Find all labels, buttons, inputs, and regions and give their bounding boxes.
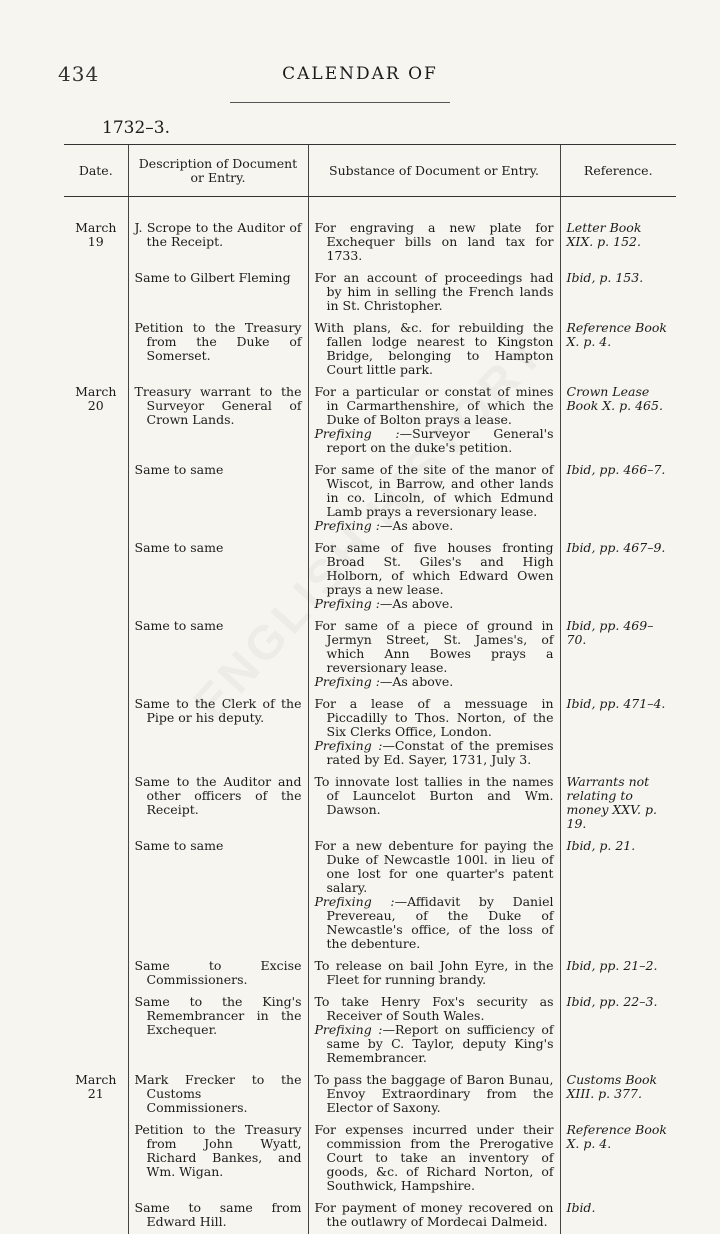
entry-substance-text: For a particular or constat of mines in Carmarthenshire, of which the Duke of Bolton prays a lease. — [315, 385, 554, 427]
entry-description — [128, 1070, 308, 1120]
entry-reference: Ibid, pp. 467–9. — [560, 538, 676, 616]
entry-substance — [308, 460, 560, 538]
entry-date — [64, 836, 128, 956]
entry-date — [64, 992, 128, 1070]
table-row — [64, 538, 676, 616]
entry-reference: Crown Lease Book X. p. 465. — [560, 382, 676, 460]
entry-reference: Ibid, pp. 471–4. — [560, 694, 676, 772]
entry-description-text: Same to same — [135, 463, 302, 477]
entry-description-text: Same to same — [135, 839, 302, 853]
table-row — [64, 197, 676, 269]
entry-substance — [308, 1070, 560, 1120]
entry-substance — [308, 616, 560, 694]
entry-substance-text: For same of the site of the manor of Wiscot, in Barrow, and other lands in co. Lincoln, of which Edmund Lamb prays a reversionary lease. — [315, 463, 554, 519]
entry-substance — [308, 318, 560, 382]
entry-description — [128, 382, 308, 460]
entry-prefixing-note — [315, 675, 554, 689]
entry-reference: Ibid, pp. 21–2. — [560, 956, 676, 992]
entry-description-text: Same to Excise Commissioners. — [135, 959, 302, 987]
entry-description — [128, 197, 308, 269]
entry-description — [128, 1198, 308, 1234]
prefixing-label: Prefixing : — [315, 518, 380, 533]
substance-column-header: Substance of Document or Entry. — [308, 145, 560, 197]
entry-substance-text: For payment of money recovered on the outlawry of Mordecai Dalmeid. — [315, 1201, 554, 1229]
entry-date — [64, 616, 128, 694]
entry-reference: Warrants not relating to money XXV. p. 19. — [560, 772, 676, 836]
entry-substance-text: For expenses incurred under their commission from the Prerogative Court to take an inventory of goods, &c. of Richard Norton, of Southwick, Hampshire. — [315, 1123, 554, 1193]
running-title: CALENDAR OF — [0, 64, 720, 84]
entry-reference: Customs Book XIII. p. 377. — [560, 1070, 676, 1120]
entry-description — [128, 1120, 308, 1198]
table-row — [64, 836, 676, 956]
entry-description-text: Same to same — [135, 541, 302, 555]
entry-date — [64, 460, 128, 538]
entry-description — [128, 836, 308, 956]
entry-date — [64, 772, 128, 836]
prefixing-text: —Affidavit by Daniel Prevereau, of the Duke of Newcastle's office, of the loss of the debenture. — [327, 894, 554, 951]
entry-description — [128, 460, 308, 538]
entry-reference: Reference Book X. p. 4. — [560, 318, 676, 382]
page-number: 434 — [58, 62, 99, 86]
entry-reference: Ibid, p. 153. — [560, 268, 676, 318]
entry-substance-text: To innovate lost tallies in the names of Launcelot Burton and Wm. Dawson. — [315, 775, 554, 817]
entry-description-text: Mark Frecker to the Customs Commissioners. — [135, 1073, 302, 1115]
entry-reference: Ibid, pp. 466–7. — [560, 460, 676, 538]
entry-description-text: Treasury warrant to the Surveyor General of Crown Lands. — [135, 385, 302, 427]
table-body — [64, 197, 676, 1234]
prefixing-label: Prefixing : — [315, 674, 380, 689]
header-rule — [230, 102, 450, 103]
table-header-row — [64, 145, 676, 197]
entry-substance — [308, 772, 560, 836]
prefixing-label: Prefixing : — [315, 596, 380, 611]
entry-substance-text: With plans, &c. for rebuilding the fallen lodge nearest to Kingston Bridge, belonging to Hampton Court little park. — [315, 321, 554, 377]
entry-prefixing-note — [315, 739, 554, 767]
entry-prefixing-note — [315, 1023, 554, 1065]
description-column-header: Description of Document or Entry. — [128, 145, 308, 197]
entry-substance — [308, 1198, 560, 1234]
prefixing-text: —As above. — [380, 674, 453, 689]
entry-description — [128, 616, 308, 694]
entry-reference: Ibid. — [560, 1198, 676, 1234]
entry-date — [64, 1120, 128, 1198]
table-row — [64, 268, 676, 318]
entry-substance-text: For a lease of a messuage in Piccadilly to Thos. Norton, of the Six Clerks Office, London. — [315, 697, 554, 739]
entry-description — [128, 772, 308, 836]
year-heading: 1732–3. — [102, 118, 170, 138]
entry-substance — [308, 836, 560, 956]
entry-substance-text: To take Henry Fox's security as Receiver of South Wales. — [315, 995, 554, 1023]
date-column-header: Date. — [64, 145, 128, 197]
prefixing-text: —Constat of the premises rated by Ed. Sayer, 1731, July 3. — [327, 738, 554, 767]
table-row — [64, 694, 676, 772]
entry-prefixing-note — [315, 895, 554, 951]
entry-date — [64, 318, 128, 382]
entry-prefixing-note — [315, 519, 554, 533]
prefixing-text: —Report on sufficiency of same by C. Taylor, deputy King's Remembrancer. — [327, 1022, 554, 1065]
table-row — [64, 1120, 676, 1198]
entry-substance — [308, 956, 560, 992]
entry-date: March 21 — [64, 1070, 128, 1120]
entry-date — [64, 538, 128, 616]
entry-substance-text: For an account of proceedings had by him in selling the French lands in St. Christopher. — [315, 271, 554, 313]
entry-substance-text: For a new debenture for paying the Duke of Newcastle 100l. in lieu of one lost for one quarter's patent salary. — [315, 839, 554, 895]
table-row — [64, 318, 676, 382]
table-row — [64, 772, 676, 836]
entry-date — [64, 956, 128, 992]
table-row — [64, 382, 676, 460]
prefixing-label: Prefixing : — [315, 426, 400, 441]
entry-date — [64, 1198, 128, 1234]
entry-reference: Ibid, p. 21. — [560, 836, 676, 956]
entry-description-text: Petition to the Treasury from John Wyatt, Richard Bankes, and Wm. Wigan. — [135, 1123, 302, 1179]
entry-substance — [308, 538, 560, 616]
entry-description-text: Same to the King's Remembrancer in the Exchequer. — [135, 995, 302, 1037]
entry-substance — [308, 197, 560, 269]
entry-substance-text: To pass the baggage of Baron Bunau, Envoy Extraordinary from the Elector of Saxony. — [315, 1073, 554, 1115]
prefixing-label: Prefixing : — [315, 1022, 383, 1037]
entry-date — [64, 694, 128, 772]
prefixing-text: —Surveyor General's report on the duke's petition. — [327, 426, 554, 455]
entry-description-text: Same to same from Edward Hill. — [135, 1201, 302, 1229]
table-row — [64, 616, 676, 694]
entry-substance — [308, 382, 560, 460]
entry-description-text: Same to the Auditor and other officers of the Receipt. — [135, 775, 302, 817]
entry-prefixing-note — [315, 427, 554, 455]
entry-date: March 19 — [64, 197, 128, 269]
entry-description-text: J. Scrope to the Auditor of the Receipt. — [135, 221, 302, 249]
entry-substance-text: For same of a piece of ground in Jermyn Street, St. James's, of which Ann Bowes prays a reversionary lease. — [315, 619, 554, 675]
calendar-table — [64, 144, 676, 1234]
entry-substance-text: To release on bail John Eyre, in the Fleet for running brandy. — [315, 959, 554, 987]
table-row — [64, 460, 676, 538]
entry-description — [128, 694, 308, 772]
entry-prefixing-note — [315, 597, 554, 611]
entry-reference: Reference Book X. p. 4. — [560, 1120, 676, 1198]
entry-substance-text: For same of five houses fronting Broad St. Giles's and High Holborn, of which Edward Owen prays a new lease. — [315, 541, 554, 597]
entry-description — [128, 538, 308, 616]
entry-description — [128, 956, 308, 992]
entry-reference: Ibid, pp. 22–3. — [560, 992, 676, 1070]
table-row — [64, 1070, 676, 1120]
entry-substance — [308, 268, 560, 318]
entry-date — [64, 268, 128, 318]
entry-reference: Ibid, pp. 469–70. — [560, 616, 676, 694]
entry-substance — [308, 1120, 560, 1198]
entry-description-text: Same to Gilbert Fleming — [135, 271, 302, 285]
entry-substance — [308, 992, 560, 1070]
prefixing-label: Prefixing : — [315, 894, 395, 909]
prefixing-text: —As above. — [380, 596, 453, 611]
entry-substance — [308, 694, 560, 772]
table-row — [64, 956, 676, 992]
entry-description-text: Petition to the Treasury from the Duke of Somerset. — [135, 321, 302, 363]
entry-date: March 20 — [64, 382, 128, 460]
prefixing-text: —As above. — [380, 518, 453, 533]
entry-description — [128, 268, 308, 318]
entry-reference: Letter Book XIX. p. 152. — [560, 197, 676, 269]
reference-column-header: Reference. — [560, 145, 676, 197]
prefixing-label: Prefixing : — [315, 738, 383, 753]
entry-description-text: Same to same — [135, 619, 302, 633]
table-row — [64, 1198, 676, 1234]
entry-description — [128, 318, 308, 382]
entry-substance-text: For engraving a new plate for Exchequer bills on land tax for 1733. — [315, 221, 554, 263]
entry-description-text: Same to the Clerk of the Pipe or his deputy. — [135, 697, 302, 725]
entry-description — [128, 992, 308, 1070]
table-row — [64, 992, 676, 1070]
